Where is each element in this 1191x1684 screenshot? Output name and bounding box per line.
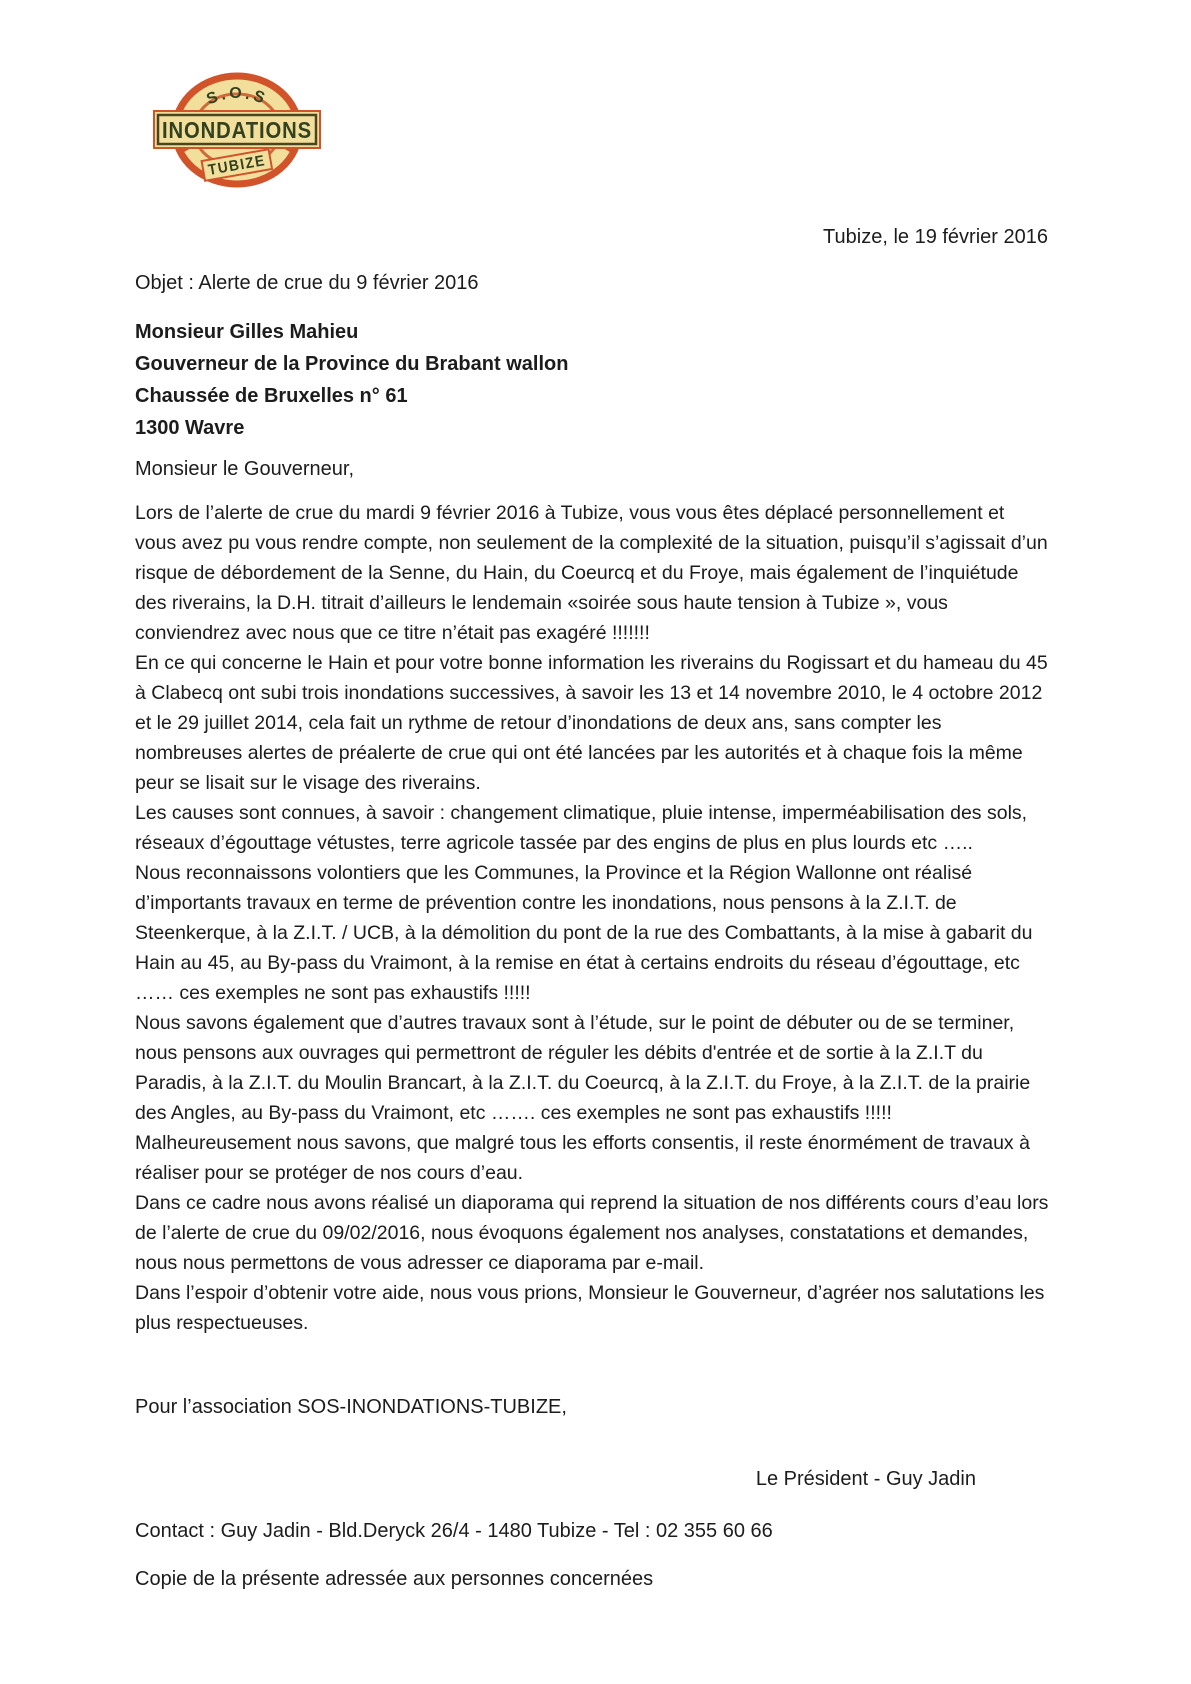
sos-inondations-tubize-logo — [151, 70, 323, 190]
letter-body — [135, 498, 1050, 1338]
subject-line: Objet : Alerte de crue du 9 février 2016 — [135, 272, 479, 294]
copy-note: Copie de la présente adressée aux personnes concernées — [135, 1568, 654, 1590]
recipient-city: 1300 Wavre — [135, 417, 245, 439]
signature-line: Le Président - Guy Jadin — [755, 1468, 976, 1490]
contact-line: Contact : Guy Jadin - Bld.Deryck 26/4 - 1480 Tubize - Tel : 02 355 60 66 — [135, 1520, 773, 1542]
recipient-block — [135, 316, 1048, 444]
logo-bottom-text: TUBIZE — [206, 151, 273, 179]
paragraph: Lors de l’alerte de crue du mardi 9 février 2016 à Tubize, vous vous êtes déplacé personnellement et vous avez pu vous rendre compte, non seulement de la complexité de la situation, puisqu’il s’agissait d’un risque de débordement de la Senne, du Hain, du Coeurcq et du Froye, mais également de l’inquiétude des riverains, la D.H. titrait d’ailleurs le lendemain «soirée sous haute tension à Tubize », vous conviendrez avec nous que ce titre n’était pas exagéré !!!!!!! — [135, 502, 1048, 644]
recipient-title: Gouverneur de la Province du Brabant wallon — [135, 353, 569, 375]
lifebuoy-badge-icon — [151, 70, 323, 190]
paragraph: Malheureusement nous savons, que malgré tous les efforts consentis, il reste énormément de travaux à réaliser pour se protéger de nos cours d’eau. — [135, 1132, 1030, 1184]
paragraph: Nous savons également que d’autres travaux sont à l’étude, sur le point de débuter ou de se terminer, nous pensons aux ouvrages qui permettront de réguler les débits d'entrée et de sortie à la Z.I.T du Paradis, à la Z.I.T. du Moulin Brancart, à la Z.I.T. du Coeurcq, à la Z.I.T. du Froye, à la Z.I.T. de la prairie des Angles, au By-pass du Vraimont, etc ……. ces exemples ne sont pas exhaustifs !!!!! — [135, 1012, 1031, 1124]
paragraph: Dans l’espoir d’obtenir votre aide, nous vous prions, Monsieur le Gouverneur, d’agréer nos salutations les plus respectueuses. — [135, 1282, 1045, 1334]
logo-top-text: S.O.S — [204, 85, 270, 109]
paragraph: Dans ce cadre nous avons réalisé un diaporama qui reprend la situation de nos différents cours d’eau lors de l’alerte de crue du 09/02/2016, nous évoquons également nos analyses, constatations et demandes, nous nous permettons de vous adresser ce diaporama par e-mail. — [135, 1192, 1049, 1274]
recipient-street: Chaussée de Bruxelles n° 61 — [135, 385, 408, 407]
salutation: Monsieur le Gouverneur, — [135, 458, 355, 480]
closing-organization: Pour l’association SOS-INONDATIONS-TUBIZE, — [135, 1396, 567, 1418]
paragraph: Nous reconnaissons volontiers que les Communes, la Province et la Région Wallonne ont réalisé d’importants travaux en terme de prévention contre les inondations, nous pensons à la Z.I.T. de Steenkerque, à la Z.I.T. / UCB, à la démolition du pont de la rue des Combattants, à la mise à gabarit du Hain au 45, au By-pass du Vraimont, à la remise en état à certains endroits du réseau d’égouttage, etc …… ces exemples ne sont pas exhaustifs !!!!! — [135, 862, 1033, 1004]
recipient-name: Monsieur Gilles Mahieu — [135, 321, 359, 343]
logo-banner — [154, 111, 320, 148]
paragraph: En ce qui concerne le Hain et pour votre bonne information les riverains du Rogissart et du hameau du 45 à Clabecq ont subi trois inondations successives, à savoir les 13 et 14 novembre 2010, le 4 octobre 2012 et le 29 juillet 2014, cela fait un rythme de retour d’inondations de deux ans, sans compter les nombreuses alertes de préalerte de crue qui ont été lancées par les autorités et à chaque fois la même peur se lisait sur le visage des riverains. — [135, 652, 1048, 794]
date-line: Tubize, le 19 février 2016 — [823, 226, 1048, 248]
logo-middle-text: INONDATIONS — [162, 117, 312, 143]
paragraph: Les causes sont connues, à savoir : changement climatique, pluie intense, imperméabilisation des sols, réseaux d’égouttage vétustes, terre agricole tassée par des engins de plus en plus lourds etc ….. — [135, 802, 1028, 854]
